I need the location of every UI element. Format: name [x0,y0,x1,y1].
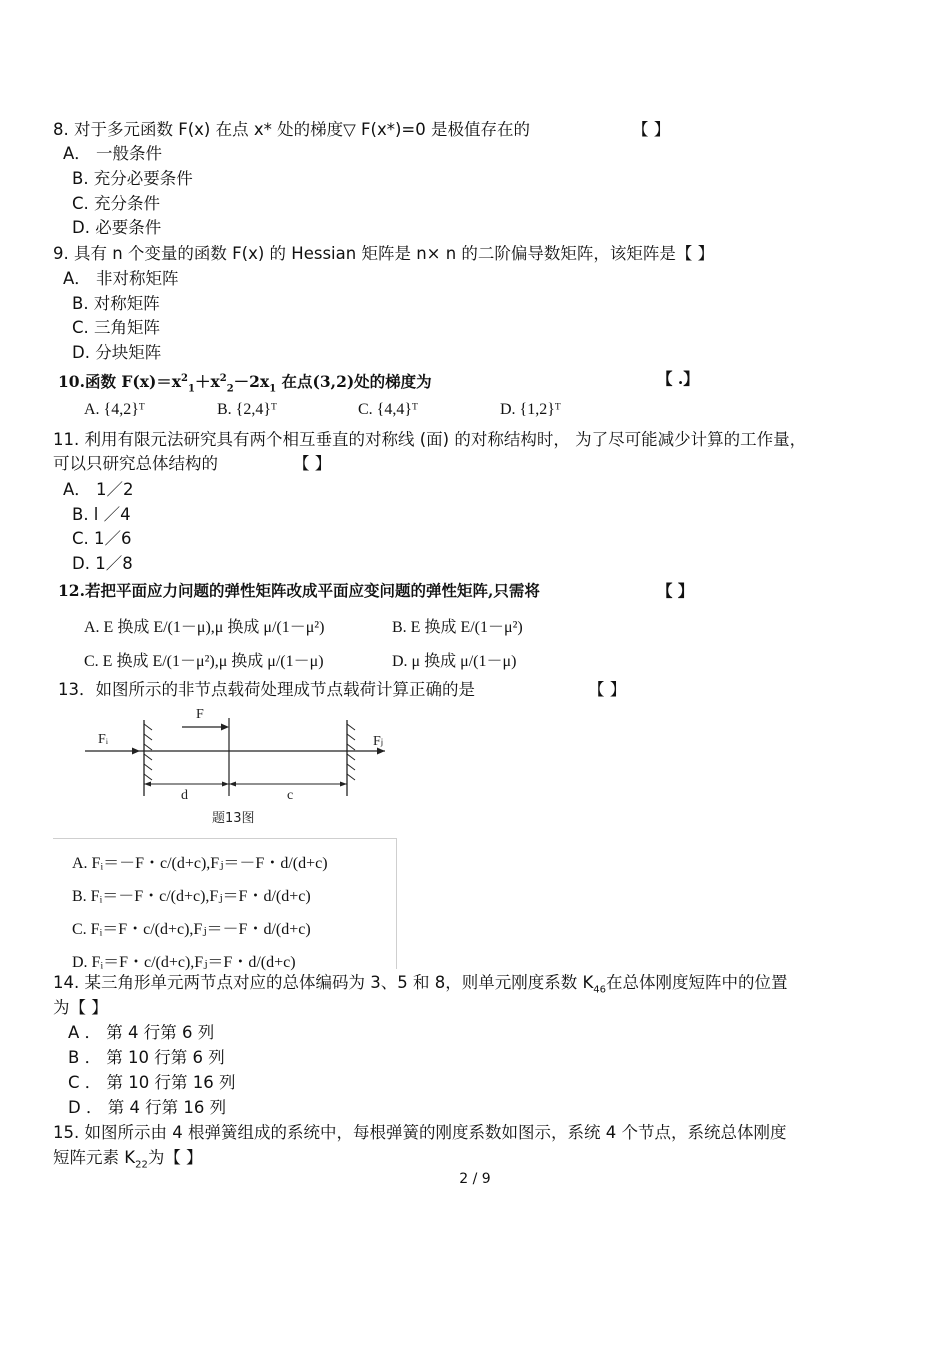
q11-option-d: D. 1／8 [72,554,133,573]
q13-option-c: C. Fᵢ＝F・c/(d+c),Fⱼ＝－F・d/(d+c) [72,921,311,938]
page-number: 2 / 9 [459,1171,491,1187]
q8-option-d: D. 必要条件 [72,218,162,237]
figure-caption: 题13图 [212,811,255,826]
q12-option-b: B. E 换成 E/(1－μ²) [392,619,523,636]
q12-option-d: D. μ 换成 μ/(1－μ) [392,653,517,670]
q13-option-a: A. Fᵢ＝－F・c/(d+c),Fⱼ＝－F・d/(d+c) [72,855,328,872]
q13-option-b: B. Fᵢ＝－F・c/(d+c),Fⱼ＝F・d/(d+c) [72,888,311,905]
q10-answer-bracket: 【 .】 [657,369,699,388]
label-c: c [287,788,294,803]
right-support-hatch [347,724,355,780]
q12-answer-bracket: 【 】 [657,581,694,600]
q10-option-c: C. {4,4}ᵀ [358,401,418,418]
q8-option-c: C. 充分条件 [72,194,161,213]
q9-option-d: D. 分块矩阵 [72,343,162,362]
q12-option-c: C. E 换成 E/(1－μ²),μ 换成 μ/(1－μ) [84,653,324,670]
q9-option-c: C. 三角矩阵 [72,318,161,337]
q8-answer-bracket: 【 】 [632,120,671,139]
q13-option-d: D. Fᵢ＝F・c/(d+c),Fⱼ＝F・d/(d+c) [72,954,296,971]
q12-option-a: A. E 换成 E/(1－μ),μ 换成 μ/(1－μ²) [84,619,325,636]
q13-stem: 13．如图所示的非节点载荷处理成节点载荷计算正确的是 [58,680,475,699]
q10-option-d: D. {1,2}ᵀ [500,401,561,418]
q14-option-c: C ． 第 10 行第 16 列 [68,1073,236,1092]
label-fj: Fⱼ [373,734,384,749]
left-support-hatch [144,724,152,780]
q11-option-c: C. 1／6 [72,529,132,548]
q8-option-b: B. 充分必要条件 [72,169,193,188]
q8-option-a: A． 一般条件 [63,144,163,163]
q15-stem-line1: 15. 如图所示由 4 根弹簧组成的系统中，每根弹簧的刚度系数如图示，系统 4 个节点，系统总体刚度 [53,1123,787,1142]
q11-option-b: B. l ／4 [72,505,131,524]
q9-option-b: B. 对称矩阵 [72,294,160,313]
fi-arrowhead [132,748,140,755]
q13-figure [60,700,400,832]
q8-stem: 8. 对于多元函数 F(x) 在点 x* 处的梯度▽ F(x*)=0 是极值存在的 [53,120,530,139]
force-arrowhead [221,724,229,731]
q9-option-a: A． 非对称矩阵 [63,269,179,288]
q14-option-a: A ． 第 4 行第 6 列 [68,1023,215,1042]
q11-stem-line2: 可以只研究总体结构的 [53,454,218,473]
q13-answer-bracket: 【 】 [588,680,627,699]
q14-option-d: D ． 第 4 行第 16 列 [68,1098,227,1117]
q10-option-a: A. {4,2}ᵀ [84,401,145,418]
label-fi: Fᵢ [98,732,109,747]
q14-stem-line1: 14. 某三角形单元两节点对应的总体编码为 3、5 和 8，则单元刚度系数 $K_{46}$在总体刚度短阵中的位置 [53,973,788,996]
q14-option-b: B ． 第 10 行第 6 列 [68,1048,225,1067]
q12-stem: 12.若把平面应力问题的弹性矩阵改成平面应变问题的弹性矩阵,只需将 [58,581,540,600]
q11-option-a: A． 1／2 [63,480,134,499]
label-force: F [196,707,204,722]
q9-stem: 9. 具有 n 个变量的函数 F(x) 的 Hessian 矩阵是 n× n 的二阶偏导数矩阵，该矩阵是【 】 [53,244,715,263]
q10-stem: 10.函数 $F(x)=x^2_1+x^2_2-2x_1$ 在点(3,2)处的梯度为 [58,372,432,395]
q11-stem-line1: 11. 利用有限元法研究具有两个相互垂直的对称线 (面) 的对称结构时， 为了尽可能减少计算的工作量， [53,430,807,449]
q10-option-b: B. {2,4}ᵀ [217,401,277,418]
q15-stem-line2: 短阵元素 $K_{22}$为【 】 [53,1148,203,1171]
q14-stem-line2: 为【 】 [53,998,108,1017]
label-d: d [181,788,188,803]
q11-answer-bracket: 【 】 [293,454,332,473]
